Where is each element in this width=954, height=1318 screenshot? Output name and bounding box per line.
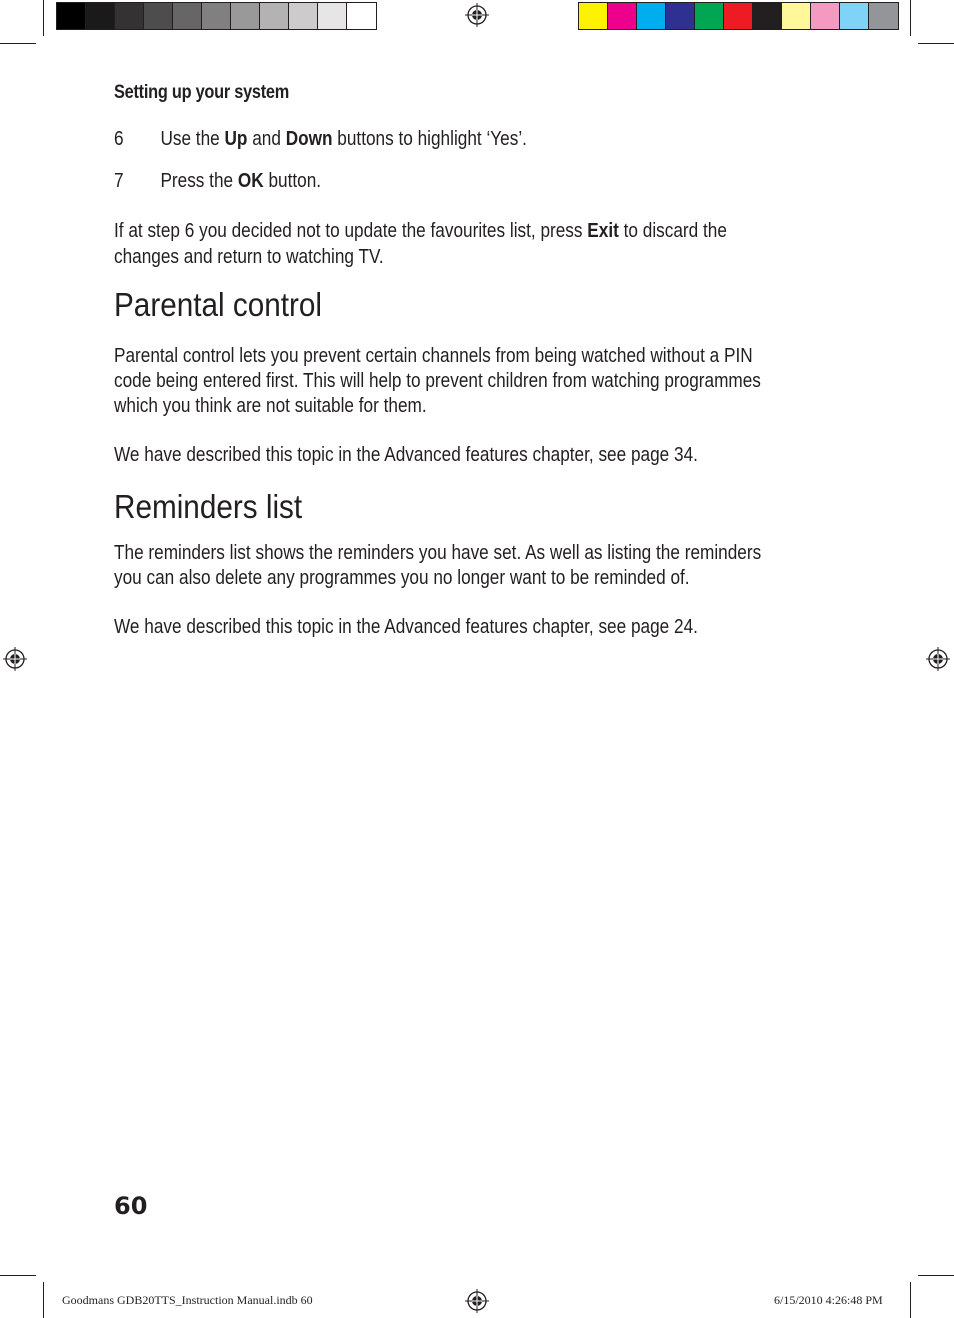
color-swatch xyxy=(144,3,173,29)
crop-mark xyxy=(918,1275,954,1276)
step-6 xyxy=(114,128,527,151)
color-swatch xyxy=(637,3,666,29)
step-text: Press the xyxy=(160,170,238,192)
crop-mark xyxy=(43,1282,44,1318)
color-swatch xyxy=(753,3,782,29)
ok-button-label: OK xyxy=(237,170,264,192)
color-swatch xyxy=(173,3,202,29)
color-swatch xyxy=(695,3,724,29)
registration-crosshair-icon xyxy=(465,3,489,27)
registration-crosshair-icon xyxy=(465,1289,489,1313)
color-swatch xyxy=(318,3,347,29)
parental-control-reference: We have described this topic in the Advanced features chapter, see page 34. xyxy=(114,444,698,466)
crop-mark xyxy=(0,1275,36,1276)
step-text: and xyxy=(247,128,286,150)
color-swatch xyxy=(57,3,86,29)
paragraph-line: which you think are not suitable for them. xyxy=(114,395,427,417)
color-swatch xyxy=(608,3,637,29)
paragraph-line: Parental control lets you prevent certain channels from being watched without a PIN xyxy=(114,345,753,367)
exit-button-label: Exit xyxy=(587,220,619,242)
registration-crosshair-icon xyxy=(3,647,27,671)
registration-crosshair-icon xyxy=(926,647,950,671)
note-text: changes and return to watching TV. xyxy=(114,246,384,268)
color-swatch xyxy=(869,3,898,29)
up-button-label: Up xyxy=(224,128,248,150)
color-swatch xyxy=(289,3,318,29)
print-slug-date: 6/15/2010 4:26:48 PM xyxy=(774,1293,883,1307)
step-number: 6 xyxy=(114,128,124,150)
color-swatch xyxy=(202,3,231,29)
exit-note-paragraph xyxy=(114,218,819,270)
page-number: 60 xyxy=(114,1192,148,1220)
color-swatch xyxy=(840,3,869,29)
crop-mark xyxy=(910,1282,911,1318)
note-text: to discard the xyxy=(618,220,727,242)
color-swatch xyxy=(86,3,115,29)
color-swatch xyxy=(231,3,260,29)
color-swatch xyxy=(782,3,811,29)
step-text: button. xyxy=(263,170,322,192)
color-swatch xyxy=(115,3,144,29)
process-color-bar xyxy=(578,2,899,30)
color-swatch xyxy=(579,3,608,29)
crop-mark xyxy=(43,0,44,36)
reminders-list-reference: We have described this topic in the Advanced features chapter, see page 24. xyxy=(114,616,698,638)
step-7 xyxy=(114,170,321,193)
step-text: buttons to highlight ‘Yes’. xyxy=(332,128,527,150)
step-text: Use the xyxy=(160,128,225,150)
print-slug-filename: Goodmans GDB20TTS_Instruction Manual.indb 60 xyxy=(62,1293,313,1307)
step-number: 7 xyxy=(114,170,124,192)
parental-control-heading: Parental control xyxy=(114,286,323,323)
color-swatch xyxy=(666,3,695,29)
section-subheading: Setting up your system xyxy=(114,82,290,103)
crop-mark xyxy=(0,43,36,44)
note-text: If at step 6 you decided not to update the favourites list, press xyxy=(114,220,588,242)
color-swatch xyxy=(811,3,840,29)
color-swatch xyxy=(347,3,376,29)
grayscale-color-bar xyxy=(56,2,377,30)
color-swatch xyxy=(724,3,753,29)
color-swatch xyxy=(260,3,289,29)
parental-control-paragraph xyxy=(114,344,819,419)
paragraph-line: you can also delete any programmes you no longer want to be reminded of. xyxy=(114,567,690,589)
paragraph-line: code being entered first. This will help to prevent children from watching programmes xyxy=(114,370,761,392)
crop-mark xyxy=(918,43,954,44)
crop-mark xyxy=(910,0,911,36)
reminders-list-paragraph xyxy=(114,541,819,591)
down-button-label: Down xyxy=(285,128,333,150)
reminders-list-heading: Reminders list xyxy=(114,488,303,525)
paragraph-line: The reminders list shows the reminders you have set. As well as listing the reminders xyxy=(114,542,762,564)
